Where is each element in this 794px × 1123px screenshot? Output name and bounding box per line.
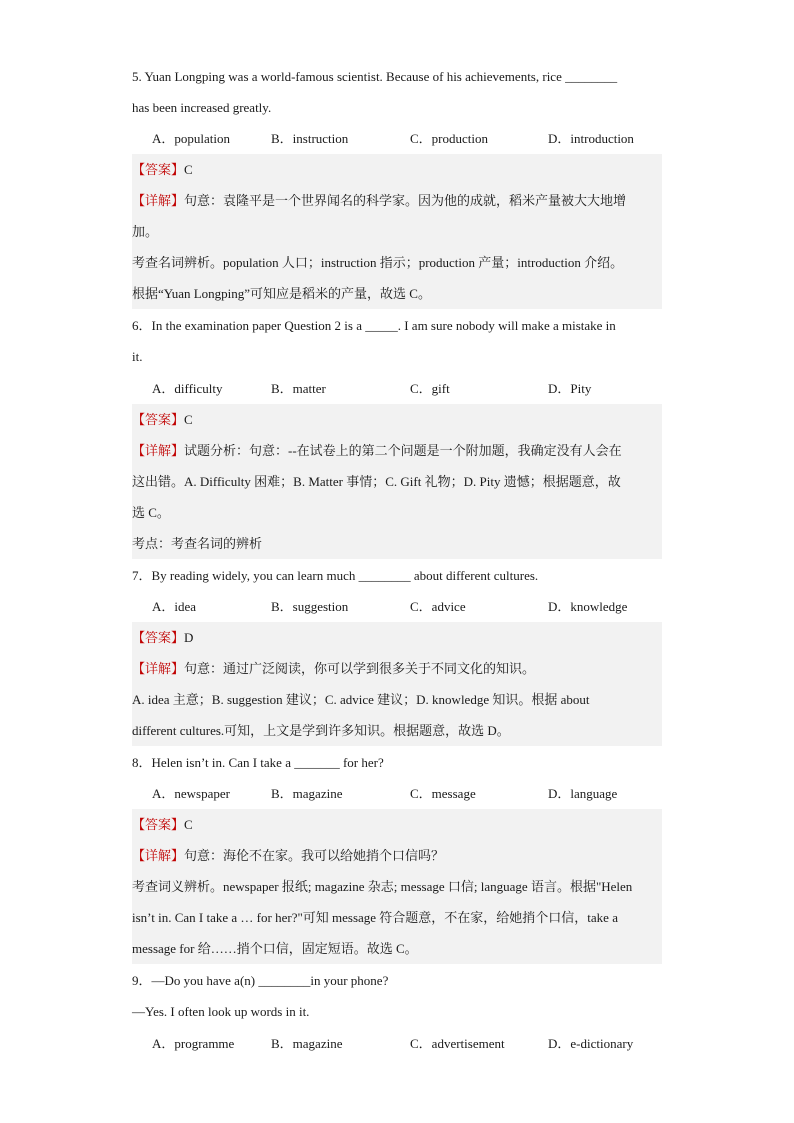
- q5-detail-row3: 考查名词辨析。population 人口；instruction 指示；production 产量；introduction 介绍。: [132, 255, 624, 270]
- q9-stem-line2: —Yes. I often look up words in it.: [132, 1004, 310, 1019]
- q5-answer-block: [132, 154, 662, 309]
- q5-option-d: D．introduction: [548, 131, 634, 146]
- q8-stem-line1: 8．Helen isn’t in. Can I take a _______ for her?: [132, 755, 384, 770]
- detail-tag: 【详解】: [132, 193, 185, 208]
- q5-detail-row4: 根据“Yuan Longping”可知应是稻米的产量，故选 C。: [132, 286, 431, 301]
- q6-option-d: D．Pity: [548, 381, 592, 396]
- q6-options: [132, 373, 662, 404]
- q9-options: [132, 1028, 662, 1059]
- q7-answer-block: [132, 622, 662, 746]
- q5-option-c: C．production: [410, 131, 488, 146]
- q9-option-a: A．programme: [152, 1036, 235, 1051]
- q8-answer-block: [132, 809, 662, 964]
- q5-answer: C: [184, 162, 193, 177]
- q8-answer: C: [184, 817, 193, 832]
- q8-detail-row3: isn’t in. Can I take a … for her?"可知 message 符合题意，不在家，给她捎个口信，take a: [132, 910, 618, 925]
- q5-detail-row2: 加。: [132, 224, 159, 239]
- q6-answer: C: [184, 412, 193, 427]
- q5-option-a: A．population: [152, 131, 230, 146]
- detail-tag: 【详解】: [132, 661, 185, 676]
- q5-stem-line1: 5. Yuan Longping was a world-famous scientist. Because of his achievements, rice ________: [132, 69, 618, 84]
- q7-answer-row: [132, 622, 662, 653]
- q7-option-d: D．knowledge: [548, 599, 628, 614]
- q6-stem-line2: it.: [132, 349, 143, 364]
- q5-option-b: B．instruction: [271, 131, 349, 146]
- q7-detail-row1: [132, 653, 662, 684]
- q8-option-c: C．message: [410, 786, 476, 801]
- q7-detail-row2: A. idea 主意；B. suggestion 建议；C. advice 建议；D. knowledge 知识。根据 about: [132, 692, 590, 707]
- q6-detail-row2: 这出错。A. Difficulty 困难；B. Matter 事情；C. Gift 礼物；D. Pity 遗憾；根据题意，故: [132, 474, 621, 489]
- q7-option-b: B．suggestion: [271, 599, 349, 614]
- q8-option-d: D．language: [548, 786, 618, 801]
- q6-detail1: 试题分析：句意：--在试卷上的第二个问题是一个附加题，我确定没有人会在: [184, 443, 622, 458]
- q6-option-c: C．gift: [410, 381, 450, 396]
- q6-option-a: A．difficulty: [152, 381, 223, 396]
- q8-answer-row: [132, 809, 662, 840]
- q8-detail-row1: [132, 840, 662, 871]
- q7-options: [132, 591, 662, 622]
- q9-stem-line1: 9．—Do you have a(n) ________in your phone?: [132, 973, 389, 988]
- q6-option-b: B．matter: [271, 381, 326, 396]
- q8-detail-row4: message for 给……捎个口信，固定短语。故选 C。: [132, 941, 418, 956]
- q9-option-b: B．magazine: [271, 1036, 343, 1051]
- q9-option-d: D．e-dictionary: [548, 1036, 634, 1051]
- q6-answer-block: [132, 404, 662, 559]
- q5-detail1: 句意：袁隆平是一个世界闻名的科学家。因为他的成就，稻米产量被大大地增: [184, 193, 627, 208]
- q7-answer: D: [184, 630, 194, 645]
- answer-tag: 【答案】: [132, 162, 185, 177]
- q8-detail1: 句意：海伦不在家。我可以给她捎个口信吗？: [184, 848, 445, 863]
- q7-option-a: A．idea: [152, 599, 197, 614]
- q7-stem-line1: 7．By reading widely, you can learn much ________ about different cultures.: [132, 568, 539, 583]
- q6-detail-row3: 选 C。: [132, 505, 170, 520]
- q5-answer-row: [132, 154, 662, 185]
- q6-stem-line1: 6．In the examination paper Question 2 is a _____. I am sure nobody will make a mistake in: [132, 318, 616, 333]
- q6-detail-row4: 考点：考查名词的辨析: [132, 536, 263, 551]
- answer-tag: 【答案】: [132, 817, 185, 832]
- q9-option-c: C．advertisement: [410, 1036, 505, 1051]
- q8-option-a: A．newspaper: [152, 786, 230, 801]
- answer-tag: 【答案】: [132, 412, 185, 427]
- q8-detail-row2: 考查词义辨析。newspaper 报纸; magazine 杂志; message 口信; language 语言。根据"Helen: [132, 879, 633, 894]
- q7-option-c: C．advice: [410, 599, 466, 614]
- q5-detail-row1: [132, 185, 662, 216]
- q6-answer-row: [132, 404, 662, 435]
- answer-tag: 【答案】: [132, 630, 185, 645]
- q6-detail-row1: [132, 435, 662, 466]
- detail-tag: 【详解】: [132, 443, 185, 458]
- q8-options: [132, 778, 662, 809]
- q5-options: [132, 123, 662, 154]
- q8-option-b: B．magazine: [271, 786, 343, 801]
- q7-detail-row3: different cultures.可知，上文是学到许多知识。根据题意，故选 D。: [132, 723, 510, 738]
- q5-stem-line2: has been increased greatly.: [132, 100, 272, 115]
- detail-tag: 【详解】: [132, 848, 185, 863]
- q7-detail1: 句意：通过广泛阅读，你可以学到很多关于不同文化的知识。: [184, 661, 536, 676]
